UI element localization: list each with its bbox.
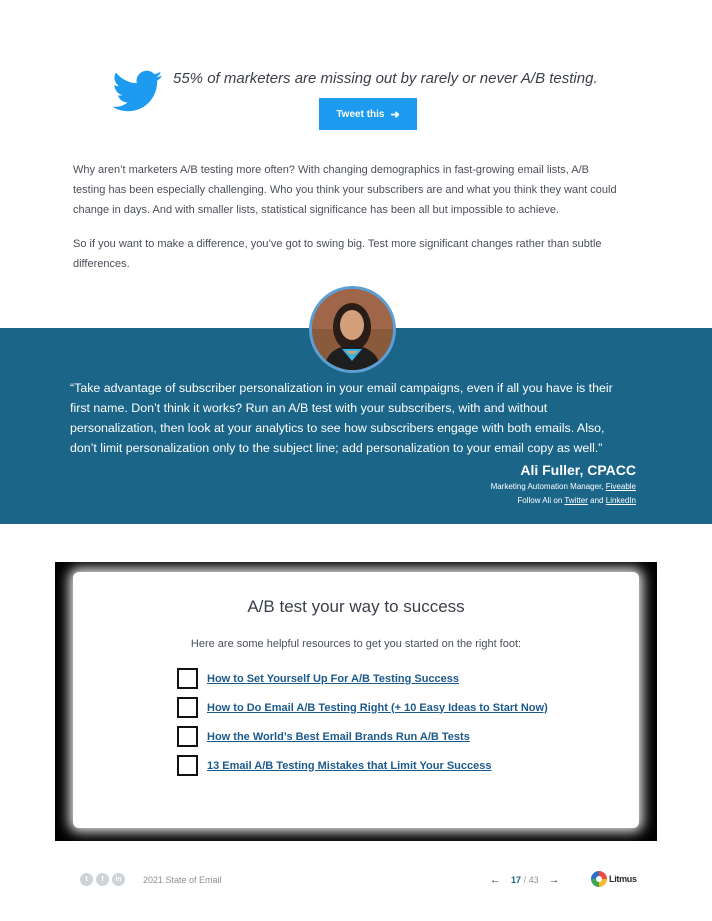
page-separator: / — [523, 875, 527, 885]
social-share-icons — [80, 873, 125, 886]
expert-quote-text: “Take advantage of subscriber personalization in your email campaigns, even if all you have is their first name. Don’t think it works? Run an A/B test with your subscribers, with and without personalization, then look at your analytics to see how subscribers engage with both emails. Also, don’t limit personalization only to the subject line; add personalization to your email copy as well.” — [70, 381, 613, 455]
brand-name: Litmus — [609, 874, 637, 884]
avatar — [309, 286, 396, 373]
body-paragraph-1: Why aren’t marketers A/B testing more often? With changing demographics in fast-growing email lists, A/B testing has been especially challenging. Who you think your subscribers are and what you think they want could change in days. And with smaller lists, statistical significance has been all but impossible to achieve. — [73, 164, 617, 216]
resources-intro: Here are some helpful resources to get you started on the right foot: — [190, 638, 522, 650]
twitter-icon[interactable]: t — [80, 873, 93, 886]
arrow-left-icon[interactable]: ← — [490, 874, 501, 886]
body-paragraph-2: So if you want to make a difference, you’ve got to swing big. Test more significant changes rather than subtle differences. — [73, 238, 602, 270]
twitter-bird-icon — [110, 66, 166, 116]
follow-prefix: Follow Ali on — [517, 496, 563, 505]
resource-link[interactable]: 13 Email A/B Testing Mistakes that Limit Your Success — [207, 759, 492, 772]
follow-and: and — [590, 496, 604, 505]
resource-link[interactable]: How to Set Yourself Up For A/B Testing Success — [207, 672, 460, 685]
resources-card — [73, 572, 639, 828]
tweet-quote: 55% of marketers are missing out by rarely or never A/B testing. — [173, 70, 598, 87]
checkbox[interactable] — [177, 755, 198, 776]
checkbox[interactable] — [177, 726, 198, 747]
arrow-right-icon[interactable]: → — [548, 874, 560, 886]
resources-list — [177, 664, 597, 780]
resources-title: A/B test your way to success — [247, 597, 465, 616]
tweet-this-button[interactable] — [319, 98, 417, 130]
author-title — [491, 482, 636, 491]
list-item — [177, 664, 597, 693]
current-page: 17 — [511, 875, 522, 885]
document-title: 2021 State of Email — [143, 875, 222, 885]
resource-link[interactable]: How the World’s Best Email Brands Run A/B Tests — [207, 730, 470, 743]
list-item — [177, 693, 597, 722]
author-name: Ali Fuller, CPACC — [520, 462, 636, 478]
portrait-photo — [312, 289, 393, 370]
twitter-link[interactable]: Twitter — [564, 496, 588, 505]
resource-link[interactable]: How to Do Email A/B Testing Right (+ 10 Easy Ideas to Start Now) — [207, 701, 548, 714]
litmus-logo-icon — [591, 871, 607, 887]
total-pages: 43 — [528, 875, 539, 885]
company-link[interactable]: Fiveable — [605, 482, 636, 491]
linkedin-link[interactable]: LinkedIn — [605, 496, 636, 505]
pagination — [490, 874, 560, 886]
author-follow — [517, 496, 636, 505]
author-role: Marketing Automation Manager, — [490, 482, 604, 491]
litmus-logo — [591, 871, 637, 887]
facebook-icon[interactable]: f — [96, 873, 109, 886]
checkbox[interactable] — [177, 668, 198, 689]
list-item — [177, 722, 597, 751]
list-item — [177, 751, 597, 780]
checkbox[interactable] — [177, 697, 198, 718]
arrow-right-icon: ➜ — [390, 108, 400, 121]
linkedin-icon[interactable]: in — [112, 873, 125, 886]
tweet-button-label: Tweet this — [336, 108, 385, 120]
